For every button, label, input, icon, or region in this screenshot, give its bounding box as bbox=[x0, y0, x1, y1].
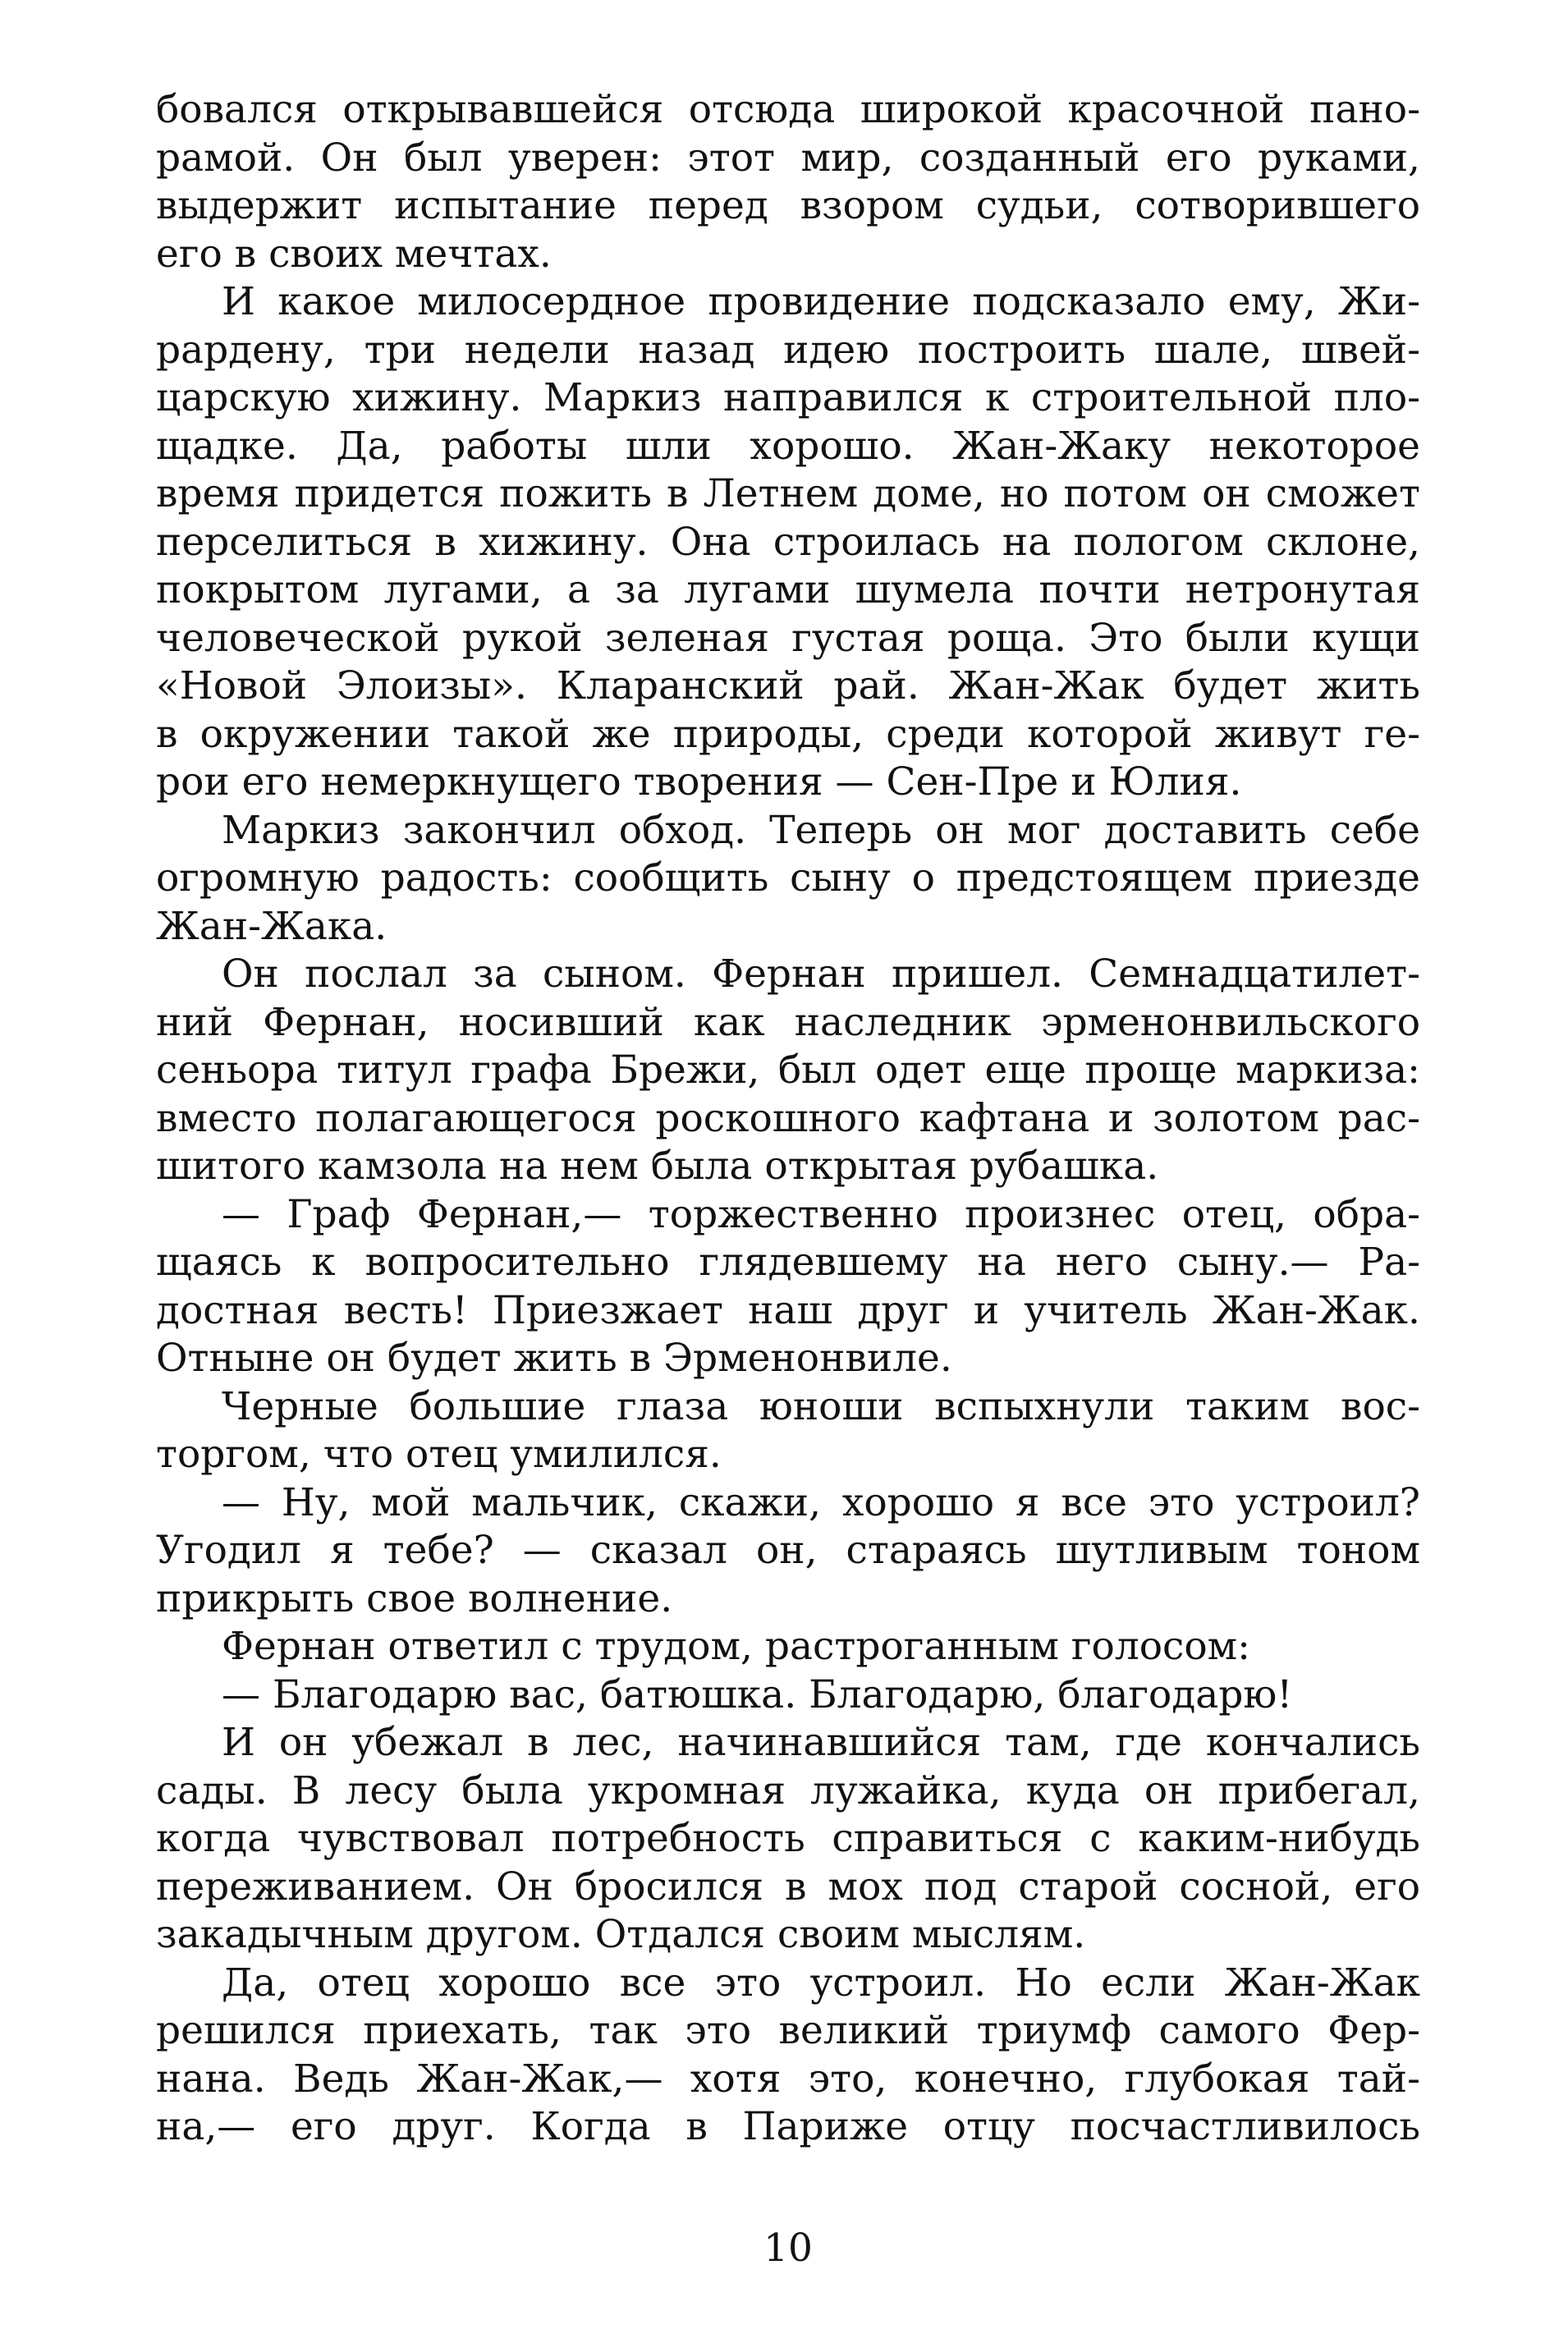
text-line: — Благодарю вас, батюшка. Благодарю, благодарю! bbox=[222, 1671, 1293, 1717]
text-line: сеньора титул графа Брежи, был одет еще проще маркиза: bbox=[156, 1048, 1420, 1093]
text-line: торгом, что отец умилился. bbox=[156, 1432, 722, 1477]
text-line: шитого камзола на нем была открытая рубашка. bbox=[156, 1144, 1159, 1189]
text-line: прикрыть свое волнение. bbox=[156, 1575, 673, 1621]
text-line: человеческой рукой зеленая густая роща. Это были кущи bbox=[156, 615, 1420, 661]
text-line: рамой. Он был уверен: этот мир, созданный его руками, bbox=[156, 135, 1420, 181]
text-line: достная весть! Приезжает наш друг и учитель Жан-Жак. bbox=[156, 1287, 1420, 1333]
text-line: на,— его друг. Когда в Париже отцу посчастливилось bbox=[156, 2104, 1420, 2149]
text-line: в окружении такой же природы, среди которой живут ге- bbox=[156, 711, 1420, 757]
text-line: выдержит испытание перед взором судьи, сотворившего bbox=[156, 183, 1420, 228]
text-line: Маркиз закончил обход. Теперь он мог доставить себе bbox=[222, 807, 1420, 853]
text-line: Да, отец хорошо все это устроил. Но если Жан-Жак bbox=[222, 1960, 1420, 2006]
text-line: закадычным другом. Отдался своим мыслям. bbox=[156, 1912, 1086, 1957]
text-line: Отныне он будет жить в Эрменонвиле. bbox=[156, 1336, 952, 1381]
text-line: покрытом лугами, а за лугами шумела почти нетронутая bbox=[156, 567, 1420, 612]
text-line: рои его немеркнущего творения — Сен-Пре и Юлия. bbox=[156, 759, 1242, 805]
text-line: рардену, три недели назад идею построить шале, швей- bbox=[156, 327, 1420, 373]
text-line: время придется пожить в Летнем доме, но потом он сможет bbox=[156, 471, 1420, 516]
text-line: Фернан ответил с трудом, растроганным голосом: bbox=[222, 1624, 1251, 1669]
text-line: царскую хижину. Маркиз направился к строительной пло- bbox=[156, 375, 1420, 420]
text-line: Жан-Жака. bbox=[156, 903, 387, 949]
text-line: перселиться в хижину. Она строилась на пологом склоне, bbox=[156, 519, 1420, 565]
page-text bbox=[156, 86, 1420, 2152]
text-line: решился приехать, так это великий триумф самого Фер- bbox=[156, 2008, 1420, 2053]
book-page bbox=[156, 86, 1420, 2303]
text-line: вместо полагающегося роскошного кафтана и золотом рас- bbox=[156, 1095, 1420, 1141]
page-number: 10 bbox=[763, 2226, 813, 2271]
text-line: его в своих мечтах. bbox=[156, 231, 552, 277]
text-line: щаясь к вопросительно глядевшему на него сыну.— Ра- bbox=[156, 1240, 1420, 1285]
text-line: Угодил я тебе? — сказал он, стараясь шутливым тоном bbox=[156, 1528, 1420, 1573]
text-line: — Граф Фернан,— торжественно произнес отец, обра- bbox=[222, 1191, 1420, 1237]
text-line: И он убежал в лес, начинавшийся там, где кончались bbox=[222, 1720, 1420, 1765]
text-line: И какое милосердное провидение подсказало ему, Жи- bbox=[222, 279, 1420, 324]
text-line: переживанием. Он бросился в мох под старой сосной, его bbox=[156, 1864, 1420, 1910]
text-line: ний Фернан, носивший как наследник эрменонвильского bbox=[156, 999, 1420, 1045]
text-line: огромную радость: сообщить сыну о предстоящем приезде bbox=[156, 855, 1420, 901]
text-line: «Новой Элоизы». Кларанский рай. Жан-Жак будет жить bbox=[156, 663, 1420, 708]
text-line: бовался открывавшейся отсюда широкой красочной пано- bbox=[156, 87, 1420, 132]
text-line: сады. В лесу была укромная лужайка, куда он прибегал, bbox=[156, 1767, 1420, 1813]
text-line: Он послал за сыном. Фернан пришел. Семнадцатилет- bbox=[222, 951, 1420, 997]
text-line: Черные большие глаза юноши вспыхнули таким вос- bbox=[222, 1383, 1420, 1429]
text-line: — Ну, мой мальчик, скажи, хорошо я все это устроил? bbox=[222, 1479, 1420, 1525]
text-line: нана. Ведь Жан-Жак,— хотя это, конечно, глубокая тай- bbox=[156, 2056, 1420, 2102]
text-line: когда чувствовал потребность справиться с каким-нибудь bbox=[156, 1816, 1420, 1861]
text-line: щадке. Да, работы шли хорошо. Жан-Жаку некоторое bbox=[156, 423, 1420, 469]
